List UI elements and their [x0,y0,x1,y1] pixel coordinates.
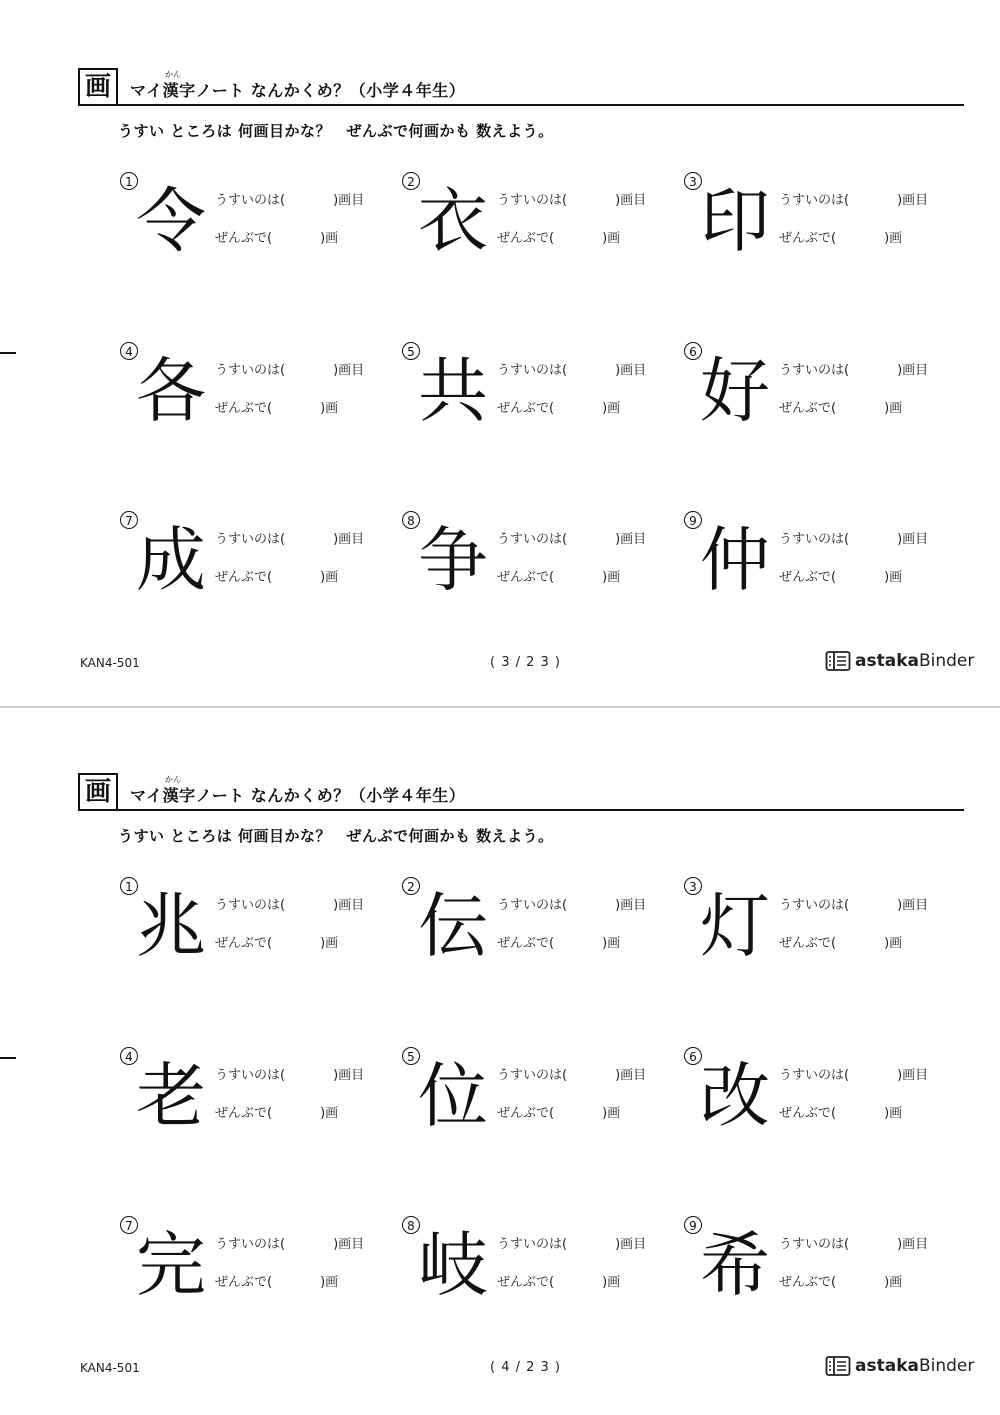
kanji-char: 好 [700,350,770,432]
question-number: 2 [402,172,420,190]
question-number: 7 [120,1216,138,1234]
total-suffix: )画 [602,936,621,951]
question-number: 4 [120,342,138,360]
fold-mark [0,352,16,354]
total-question [779,1102,902,1121]
question-item [120,172,400,282]
brand-logo [825,650,974,672]
total-question [215,397,338,416]
total-question [215,1271,338,1290]
stroke-suffix: )画目 [615,193,647,208]
total-suffix: )画 [602,1106,621,1121]
question-item [402,877,682,987]
stroke-prefix: うすいのは( [215,1237,286,1252]
total-prefix: ぜんぶで( [497,570,555,585]
stroke-suffix: )画目 [615,898,647,913]
stroke-question [215,359,364,378]
total-question [779,227,902,246]
stroke-question [497,528,646,547]
stroke-suffix: )画目 [615,1237,647,1252]
question-number: 5 [402,342,420,360]
stroke-suffix: )画目 [897,532,929,547]
total-question [215,932,338,951]
instruction-text: うすい ところは 何画目かな？ ぜんぶで何画かも 数えよう。 [118,827,554,845]
stroke-prefix: うすいのは( [779,532,850,547]
total-suffix: )画 [884,1275,903,1290]
stroke-prefix: うすいのは( [215,363,286,378]
total-question [779,932,902,951]
stroke-question [779,1233,928,1252]
stroke-question [215,1064,364,1083]
total-question [779,566,902,585]
stroke-prefix: うすいのは( [779,898,850,913]
total-question [497,566,620,585]
question-item [120,1047,400,1157]
brand-logo [825,1355,974,1377]
stroke-suffix: )画目 [615,363,647,378]
question-number: 9 [684,511,702,529]
stroke-prefix: うすいのは( [215,898,286,913]
kanji-char: 共 [418,350,488,432]
total-suffix: )画 [320,570,339,585]
stroke-suffix: )画目 [333,1237,365,1252]
question-item [684,172,964,282]
stroke-question [779,359,928,378]
total-suffix: )画 [320,936,339,951]
total-suffix: )画 [320,1106,339,1121]
stroke-question [497,1064,646,1083]
total-question [497,932,620,951]
total-suffix: )画 [320,401,339,416]
worksheet-title: マイ漢字ノート なんかくめ？（小学４年生） [130,786,466,805]
stroke-question [779,1064,928,1083]
total-prefix: ぜんぶで( [215,570,273,585]
brand-name: astakaBinder [855,651,975,671]
total-question [497,1271,620,1290]
stroke-question [779,189,928,208]
fold-mark [0,1057,16,1059]
total-suffix: )画 [602,401,621,416]
kanji-char: 灯 [700,885,770,967]
question-number: 3 [684,877,702,895]
total-prefix: ぜんぶで( [779,401,837,416]
total-prefix: ぜんぶで( [215,231,273,246]
page-number: ( 4 / 2 3 ) [490,1360,561,1375]
stroke-question [779,528,928,547]
question-item [684,1216,964,1326]
question-number: 5 [402,1047,420,1065]
stroke-suffix: )画目 [333,1068,365,1083]
question-item [120,877,400,987]
question-number: 3 [684,172,702,190]
stroke-prefix: うすいのは( [215,193,286,208]
kanji-char: 伝 [418,885,488,967]
page-number: ( 3 / 2 3 ) [490,655,561,670]
stroke-prefix: うすいのは( [497,898,568,913]
stroke-prefix: うすいのは( [779,1068,850,1083]
binder-book-icon [825,1355,851,1377]
total-question [215,1102,338,1121]
total-suffix: )画 [884,231,903,246]
total-prefix: ぜんぶで( [779,570,837,585]
kanji-char: 成 [136,519,206,601]
header-rule [78,104,964,106]
stroke-question [497,189,646,208]
furigana: かん [165,70,181,79]
total-suffix: )画 [320,231,339,246]
stroke-suffix: )画目 [897,898,929,913]
stroke-question [215,1233,364,1252]
question-item [402,1047,682,1157]
total-suffix: )画 [884,401,903,416]
question-item [402,511,682,621]
stroke-question [215,894,364,913]
stroke-prefix: うすいのは( [779,363,850,378]
total-prefix: ぜんぶで( [215,936,273,951]
kanji-char: 岐 [418,1224,488,1306]
question-item [684,877,964,987]
stroke-suffix: )画目 [615,532,647,547]
question-number: 1 [120,172,138,190]
question-item [684,1047,964,1157]
kanji-char: 老 [136,1055,206,1137]
question-number: 8 [402,1216,420,1234]
question-item [402,342,682,452]
header-rule [78,809,964,811]
stroke-prefix: うすいのは( [779,193,850,208]
total-prefix: ぜんぶで( [215,1275,273,1290]
total-prefix: ぜんぶで( [497,231,555,246]
total-prefix: ぜんぶで( [497,936,555,951]
worksheet-code: KAN4-501 [80,656,140,670]
total-question [215,227,338,246]
question-item [120,342,400,452]
stroke-suffix: )画目 [897,363,929,378]
kanji-char: 令 [136,180,206,262]
stroke-question [215,528,364,547]
stroke-suffix: )画目 [615,1068,647,1083]
worksheet-page-4 [0,705,1000,1405]
question-number: 6 [684,342,702,360]
header-box-char: 画 [78,68,118,106]
total-prefix: ぜんぶで( [779,936,837,951]
stroke-prefix: うすいのは( [215,1068,286,1083]
stroke-suffix: )画目 [333,193,365,208]
total-question [497,397,620,416]
worksheet-page-3 [0,0,1000,700]
total-suffix: )画 [602,570,621,585]
stroke-prefix: うすいのは( [497,532,568,547]
question-number: 4 [120,1047,138,1065]
question-number: 8 [402,511,420,529]
total-prefix: ぜんぶで( [497,1275,555,1290]
question-item [120,511,400,621]
stroke-prefix: うすいのは( [779,1237,850,1252]
kanji-char: 衣 [418,180,488,262]
kanji-char: 各 [136,350,206,432]
total-prefix: ぜんぶで( [215,401,273,416]
stroke-suffix: )画目 [897,193,929,208]
kanji-char: 仲 [700,519,770,601]
total-prefix: ぜんぶで( [497,1106,555,1121]
question-item [120,1216,400,1326]
total-suffix: )画 [884,936,903,951]
furigana: かん [165,775,181,784]
total-prefix: ぜんぶで( [779,1106,837,1121]
total-suffix: )画 [884,1106,903,1121]
worksheet-code: KAN4-501 [80,1361,140,1375]
stroke-suffix: )画目 [333,898,365,913]
stroke-suffix: )画目 [897,1237,929,1252]
total-question [497,227,620,246]
stroke-question [497,1233,646,1252]
question-item [684,342,964,452]
question-number: 6 [684,1047,702,1065]
total-suffix: )画 [602,1275,621,1290]
total-suffix: )画 [884,570,903,585]
header-box-char: 画 [78,773,118,811]
stroke-prefix: うすいのは( [215,532,286,547]
stroke-suffix: )画目 [333,363,365,378]
total-prefix: ぜんぶで( [779,231,837,246]
question-item [402,1216,682,1326]
kanji-char: 位 [418,1055,488,1137]
total-question [215,566,338,585]
stroke-prefix: うすいのは( [497,1068,568,1083]
question-number: 1 [120,877,138,895]
stroke-prefix: うすいのは( [497,193,568,208]
kanji-char: 争 [418,519,488,601]
stroke-prefix: うすいのは( [497,1237,568,1252]
kanji-char: 印 [700,180,770,262]
total-suffix: )画 [602,231,621,246]
worksheet-title: マイ漢字ノート なんかくめ？（小学４年生） [130,81,466,100]
question-item [684,511,964,621]
question-item [402,172,682,282]
question-number: 7 [120,511,138,529]
kanji-char: 兆 [136,885,206,967]
total-prefix: ぜんぶで( [215,1106,273,1121]
stroke-question [779,894,928,913]
total-prefix: ぜんぶで( [497,401,555,416]
kanji-char: 改 [700,1055,770,1137]
question-number: 2 [402,877,420,895]
total-suffix: )画 [320,1275,339,1290]
kanji-char: 完 [136,1224,206,1306]
stroke-question [497,359,646,378]
instruction-text: うすい ところは 何画目かな？ ぜんぶで何画かも 数えよう。 [118,122,554,140]
stroke-prefix: うすいのは( [497,363,568,378]
stroke-question [215,189,364,208]
total-question [779,397,902,416]
brand-name: astakaBinder [855,1356,975,1376]
question-number: 9 [684,1216,702,1234]
stroke-suffix: )画目 [333,532,365,547]
total-question [497,1102,620,1121]
total-prefix: ぜんぶで( [779,1275,837,1290]
stroke-suffix: )画目 [897,1068,929,1083]
stroke-question [497,894,646,913]
binder-book-icon [825,650,851,672]
kanji-char: 希 [700,1224,770,1306]
total-question [779,1271,902,1290]
